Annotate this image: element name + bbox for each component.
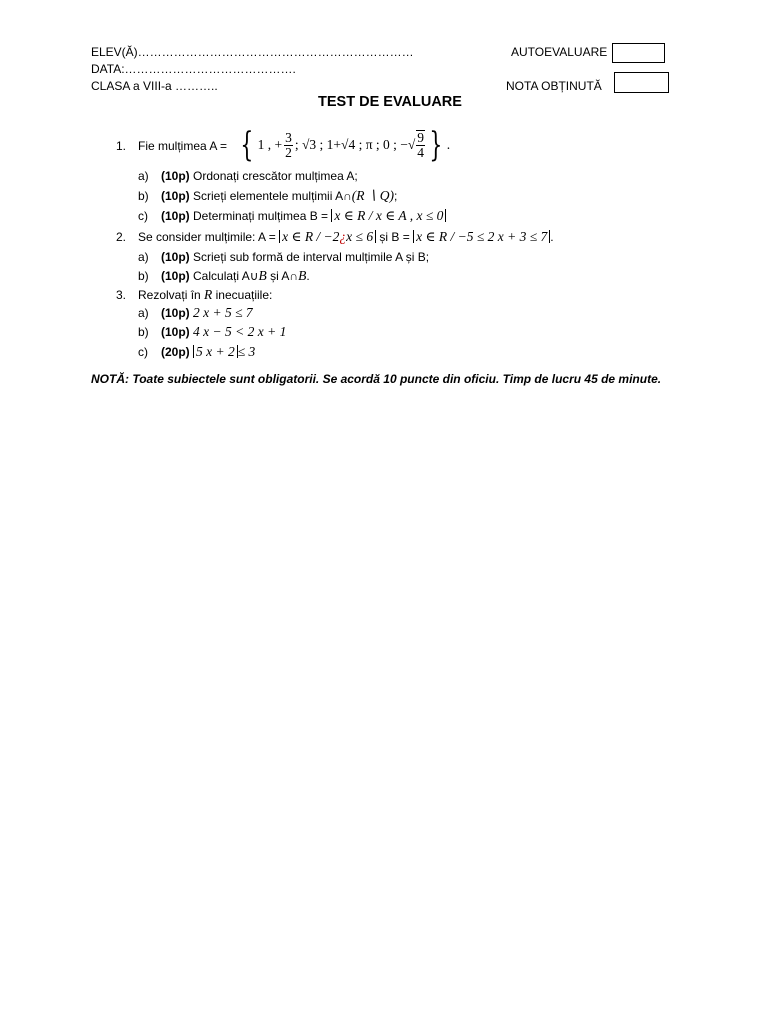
- set-a-broken-char: ¿: [339, 229, 347, 244]
- question-text: [138, 138, 227, 154]
- grade-box: [614, 72, 669, 93]
- q2-conjunction: și B =: [379, 230, 410, 244]
- subpoint-label: b): [138, 189, 149, 203]
- points: (10p): [161, 306, 190, 320]
- q1-end: .: [446, 137, 451, 152]
- subpoint-end: .: [306, 269, 310, 283]
- inequality: 2 x + 5 ≤ 7: [193, 305, 253, 320]
- points: (10p): [161, 269, 190, 283]
- subpoint-label: b): [138, 325, 149, 339]
- set-b-definition: x ∈ R / x ∈ A , x ≤ 0: [331, 209, 446, 222]
- question-text: inecuațiile:: [215, 288, 273, 302]
- subpoint-label: a): [138, 169, 149, 183]
- inequality: 4 x − 5 < 2 x + 1: [193, 324, 287, 339]
- set-a-start: 1 , +: [257, 137, 283, 152]
- date-line: DATA:…………………………………….: [91, 62, 296, 76]
- set-b-q2: x ∈ R / −5 ≤ 2 x + 3 ≤ 7: [413, 230, 550, 243]
- question-number: 3.: [116, 288, 127, 302]
- student-name-line: ELEV(Ă)……………………………………………………………: [91, 45, 414, 59]
- subpoint-label: a): [138, 250, 149, 264]
- math-expression: R: [204, 287, 213, 302]
- subpoint-text: Scrieți sub formă de interval mulțimile A și B;: [193, 250, 430, 264]
- points: (10p): [161, 250, 190, 264]
- q1-text: Fie mulțimea A =: [138, 139, 228, 153]
- note: NOTĂ: Toate subiectele sunt obligatorii. Se acordă 10 puncte din oficiu. Timp de lucru 45 de minute.: [91, 372, 662, 386]
- points: (10p): [161, 169, 190, 183]
- grade-label: NOTA OBȚINUTĂ: [506, 79, 602, 93]
- math-expression: B: [258, 268, 267, 283]
- subpoint-end: ;: [394, 189, 398, 203]
- subpoint-text: Determinați mulțimea B =: [193, 209, 329, 223]
- fraction-denominator: 4: [417, 145, 425, 160]
- subpoint-label: a): [138, 306, 149, 320]
- test-title: TEST DE EVALUARE: [318, 94, 462, 110]
- points: (20p): [161, 345, 190, 359]
- question-text: Se consider mulțimile: A =: [138, 230, 276, 244]
- set-a-part-2: x ≤ 6: [346, 229, 374, 244]
- set-a-q2: [279, 230, 376, 243]
- subpoint-text: Calculați A∪: [193, 269, 259, 283]
- question-number: 1.: [116, 139, 127, 153]
- right-brace: }: [429, 125, 443, 165]
- subpoint-text: Scrieți elementele mulțimii A∩: [193, 189, 352, 203]
- fraction-9-4: [416, 130, 425, 160]
- subpoint-label: c): [138, 209, 148, 223]
- left-brace: {: [240, 125, 254, 165]
- q2-end: .: [550, 230, 554, 244]
- question-text: Rezolvați în: [138, 288, 201, 302]
- points: (10p): [161, 189, 190, 203]
- class-line: CLASA a VIII-a ………..: [91, 79, 218, 93]
- set-a-middle: ; √3 ; 1+√4 ; π ; 0 ; −√: [294, 137, 416, 152]
- math-expression: B: [298, 268, 307, 283]
- set-a-definition: [236, 122, 450, 168]
- subpoint-label: c): [138, 345, 148, 359]
- inequality-end: ≤ 3: [237, 344, 256, 359]
- fraction-numerator: 3: [285, 129, 292, 145]
- subpoint-text: și A∩: [270, 269, 299, 283]
- self-evaluation-label: AUTOEVALUARE: [511, 45, 608, 59]
- subpoint-label: b): [138, 269, 149, 283]
- fraction-denominator: 2: [285, 144, 292, 160]
- absolute-value: 5 x + 2: [193, 345, 238, 358]
- fraction-numerator: 9: [417, 130, 425, 145]
- set-a-part-1: x ∈ R / −2: [282, 229, 340, 244]
- points: (10p): [161, 325, 190, 339]
- fraction-3-2: [284, 131, 293, 160]
- question-number: 2.: [116, 230, 127, 244]
- math-expression: (R ∖ Q): [351, 188, 395, 203]
- subpoint-text: Ordonați crescător mulțimea A;: [193, 169, 358, 183]
- self-evaluation-box: [612, 43, 665, 63]
- points: (10p): [161, 209, 190, 223]
